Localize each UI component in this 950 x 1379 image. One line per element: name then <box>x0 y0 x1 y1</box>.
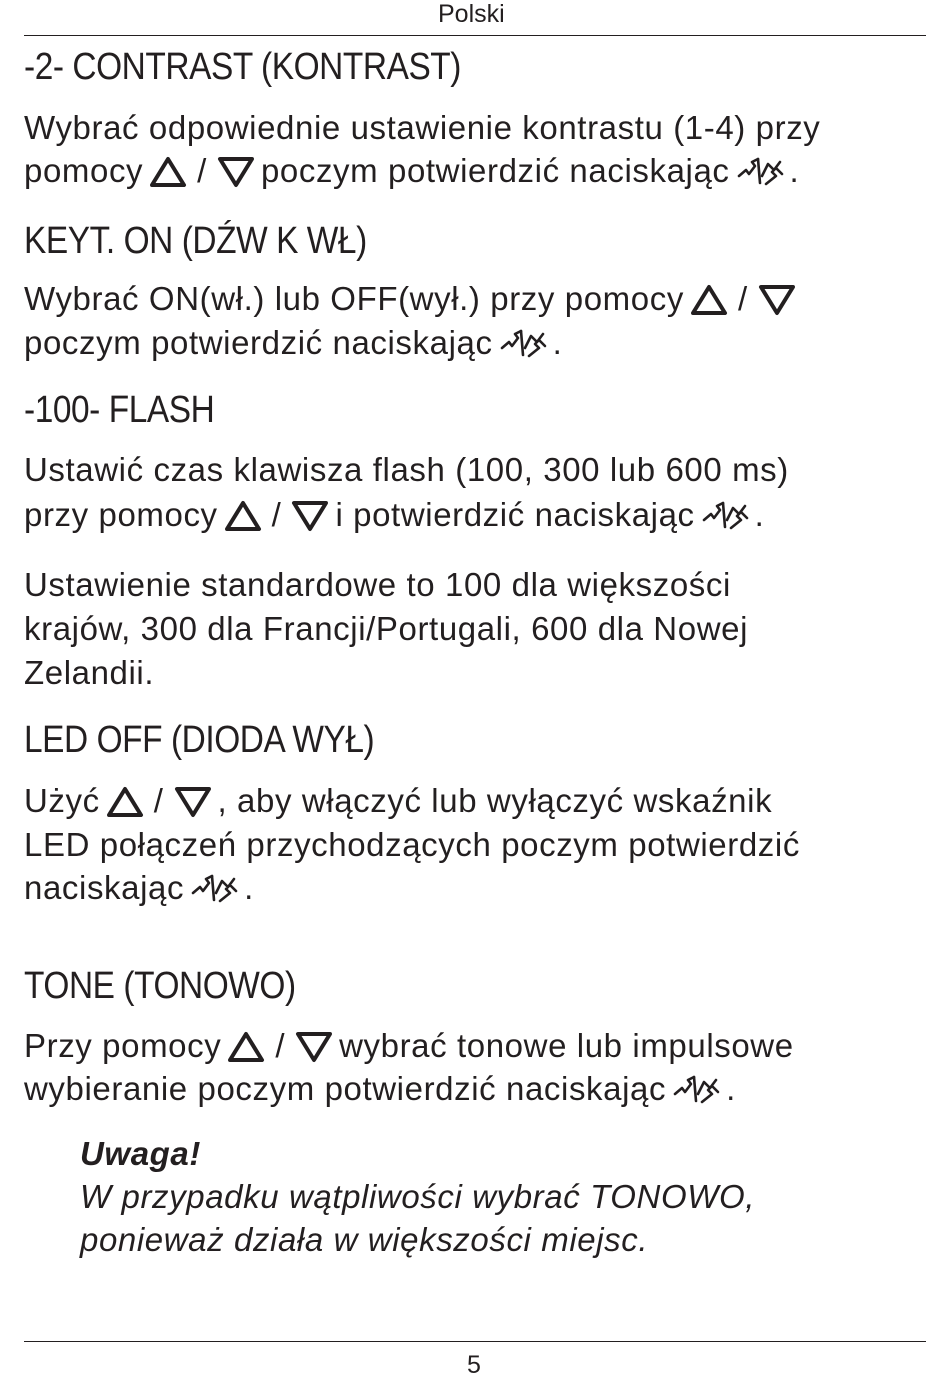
tone-heading: TONE (TONOWO) <box>24 965 296 1007</box>
footer-rule <box>24 1341 926 1342</box>
slash: / <box>153 782 164 819</box>
contrast-line-2 <box>24 149 799 199</box>
text: poczym potwierdzić naciskając <box>24 324 493 361</box>
flash-info-line-1: Ustawienie standardowe to 100 dla większości <box>24 566 731 603</box>
text: Wybrać ON(wł.) lub OFF(wył.) przy pomocy <box>24 280 684 317</box>
flash-info-line-3: Zelandii. <box>24 654 155 691</box>
text: wybieranie poczym potwierdzić naciskając <box>24 1070 667 1107</box>
flash-line-2 <box>24 493 764 543</box>
text: Użyć <box>24 782 100 819</box>
down-triangle-icon <box>291 499 329 543</box>
period: . <box>726 1070 736 1107</box>
flash-line-1: Ustawić czas klawisza flash (100, 300 lub 600 ms) <box>24 451 789 488</box>
slash: / <box>271 496 282 533</box>
text: przy pomocy <box>24 496 218 533</box>
text: Przy pomocy <box>24 1027 222 1064</box>
keytone-line-2 <box>24 321 562 371</box>
up-triangle-icon <box>149 155 187 199</box>
period: . <box>754 496 765 533</box>
down-triangle-icon <box>758 283 796 327</box>
flash-heading: -100- FLASH <box>24 389 215 431</box>
ok-handset-icon <box>736 155 784 199</box>
led-line-3 <box>24 866 254 916</box>
note-line-2: ponieważ działa w większości miejsc. <box>80 1221 649 1258</box>
led-line-1 <box>24 779 772 829</box>
ok-handset-icon <box>190 872 238 916</box>
led-line-2: LED połączeń przychodzących poczym potwierdzić <box>24 826 800 863</box>
note-line-1: W przypadku wątpliwości wybrać TONOWO, <box>80 1178 756 1215</box>
header-rule <box>24 35 926 36</box>
ok-handset-icon <box>672 1073 720 1117</box>
flash-info-line-2: krajów, 300 dla Francji/Portugali, 600 dla Nowej <box>24 610 749 647</box>
slash: / <box>275 1027 286 1064</box>
period: . <box>789 152 800 189</box>
ok-handset-icon <box>499 327 547 371</box>
contrast-line-1: Wybrać odpowiednie ustawienie kontrastu (1-4) przy <box>24 109 821 146</box>
page-header-language: Polski <box>438 0 505 28</box>
text: , aby włączyć lub wyłączyć wskaźnik <box>217 782 773 819</box>
text: pomocy <box>24 152 144 189</box>
down-triangle-icon <box>217 155 255 199</box>
period: . <box>244 869 254 906</box>
tone-line-2 <box>24 1067 736 1117</box>
slash: / <box>737 280 748 317</box>
page-number: 5 <box>467 1351 481 1379</box>
up-triangle-icon <box>224 499 262 543</box>
up-triangle-icon <box>690 283 728 327</box>
text: naciskając <box>24 869 185 906</box>
ok-handset-icon <box>701 499 749 543</box>
text: wybrać tonowe lub impulsowe <box>339 1027 794 1064</box>
contrast-heading: -2- CONTRAST (KONTRAST) <box>24 46 462 88</box>
period: . <box>552 324 563 361</box>
text: poczym potwierdzić naciskając <box>260 152 730 189</box>
slash: / <box>197 152 207 189</box>
keytone-heading: KEYT. ON (DŹW K WŁ) <box>24 220 367 262</box>
keytone-line-1 <box>24 277 802 327</box>
led-heading: LED OFF (DIODA WYŁ) <box>24 719 375 761</box>
text: i potwierdzić naciskając <box>335 496 695 533</box>
note-title: Uwaga! <box>80 1135 201 1172</box>
